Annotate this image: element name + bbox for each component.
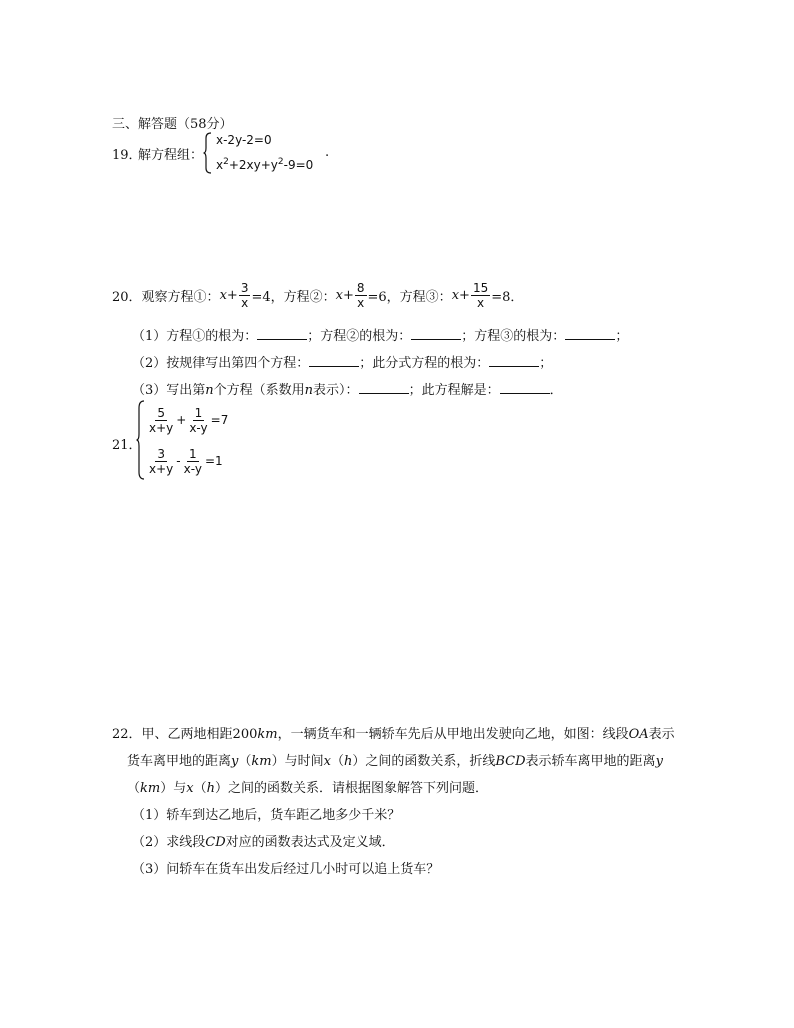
- subquestion-3: （3）问轿车在货车出发后经过几小时可以追上货车？: [132, 862, 440, 877]
- answer-blank[interactable]: [565, 327, 615, 340]
- subquestion-1: （1）轿车到达乙地后，货车距乙地多少千米？: [132, 808, 401, 823]
- question-line: 22．甲、乙两地相距200km，一辆货车和一辆轿车先后从甲地出发驶向乙地，如图：线段OA表示: [112, 727, 675, 742]
- question-number: 21．: [112, 438, 142, 453]
- question-line: （km）与x（h）之间的函数关系．请根据图象解答下列问题．: [127, 781, 488, 796]
- section-title: 三、解答题（58分）: [112, 117, 233, 132]
- fraction: $\frac{3}{x+y}$: [149, 446, 174, 476]
- denominator: x: [357, 295, 365, 310]
- left-brace-icon: [136, 400, 146, 480]
- subquestion-3: （3）写出第n个方程（系数用n表示）： ；此方程解是： ．: [132, 383, 563, 398]
- denominator: x: [241, 295, 249, 310]
- question-number: 19．: [112, 148, 142, 163]
- subquestion-2: （2）按规律写出第四个方程： ；此分式方程的根为： ；: [132, 356, 553, 371]
- left-brace-icon: [203, 132, 213, 174]
- question-prompt: 解方程组：: [138, 148, 204, 163]
- numerator: 15: [472, 280, 489, 295]
- variable: x: [335, 287, 343, 303]
- operator: +: [176, 413, 187, 427]
- stem-text: =8．: [491, 289, 524, 305]
- answer-blank[interactable]: [500, 381, 550, 394]
- operator: +: [342, 287, 354, 303]
- question-line: 货车离甲地的距离y（km）与时间x（h）之间的函数关系，折线BCD表示轿车离甲地的距离y: [127, 754, 663, 769]
- equation-line: $x^2+2xy+y^2-9=0$: [216, 157, 314, 172]
- variable: x: [219, 287, 227, 303]
- fraction: [471, 281, 490, 310]
- punctuation: .: [325, 145, 330, 160]
- question-number: 22．: [112, 727, 142, 742]
- equation-rhs: =1: [204, 454, 223, 468]
- answer-blank[interactable]: [489, 354, 539, 367]
- operator: +: [459, 287, 470, 303]
- fraction: [355, 281, 367, 310]
- equation-line: x-2y-2=0: [216, 133, 272, 147]
- fraction: $\frac{1}{x-y}$: [189, 405, 208, 435]
- fraction: [239, 281, 251, 310]
- equation-row-2: [146, 444, 223, 478]
- subquestion-2: （2）求线段CD对应的函数表达式及定义域．: [132, 835, 395, 850]
- answer-blank[interactable]: [411, 327, 461, 340]
- answer-blank[interactable]: [309, 354, 359, 367]
- question-stem: [112, 278, 523, 312]
- answer-blank[interactable]: [359, 381, 409, 394]
- fraction: $\frac{1}{x-y}$: [183, 446, 202, 476]
- equation-row-1: [146, 403, 228, 437]
- answer-blank[interactable]: [257, 327, 307, 340]
- operator: -: [176, 454, 181, 468]
- numerator: 3: [240, 280, 249, 295]
- stem-text: 观察方程①：: [141, 289, 220, 305]
- equation-rhs: =7: [210, 413, 229, 427]
- fraction: $\frac{5}{x+y}$: [149, 405, 174, 435]
- question-number: 20．: [112, 289, 142, 305]
- variable: x: [451, 287, 460, 303]
- operator: +: [226, 287, 238, 303]
- subquestion-1: （1）方程①的根为： ；方程②的根为： ；方程③的根为： ；: [132, 329, 629, 344]
- stem-text: =6，方程③：: [367, 289, 452, 305]
- stem-text: =4，方程②：: [251, 289, 336, 305]
- denominator: x: [477, 295, 485, 310]
- numerator: 8: [356, 280, 365, 295]
